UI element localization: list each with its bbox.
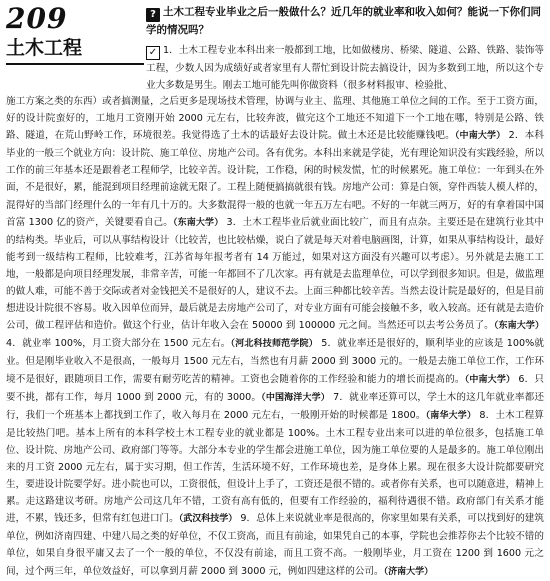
answer-source: （济南大学）	[383, 566, 434, 577]
check-icon: ✓	[146, 46, 160, 60]
answer-body	[6, 93, 544, 581]
answer-source: （武汉科技学）	[178, 514, 238, 525]
question-text: 土木工程专业毕业之后一般做什么？近几年的就业率和收入如何？能说一下你们同学的情况吗？	[146, 6, 541, 36]
page-header	[6, 4, 146, 64]
answer-source: （南华大学）	[425, 410, 477, 421]
answer-text: 4．就业率 100%，月工资大部分在 1500 元左右。	[6, 338, 231, 350]
header-divider	[6, 63, 144, 65]
section-title: 土木工程	[6, 37, 83, 59]
answer-text: 施工方案之类的东西）或者搞测量，之后更多是现场技术管理，协调与业主、监理、其他施工单位之间的工作。至于工资方面，好的设计院蛮好的，工地月工资刚开始 2000 元左右，比较奔波，做完这个工地还不知道下一个工地在哪，特别是公路、铁路、隧道，在荒山野岭工作，环境很差。我觉得选了土木的话最好去设计院。做土木还是比较能赚钱吧。	[6, 96, 544, 142]
answer-source: （中南大学）	[454, 131, 506, 142]
answer-text: 3．土木工程毕业后就业面比较广，而且有点杂。主要还是在建筑行业其中的结构类。毕业后，可以从事结构设计（比较苦，也比较枯燥，说白了就是每天对着电脑画图，计算，如果从事结构设计，最好能考到一级结构工程师，比较难考，江苏省每年报考者有 14 万能过，如果对这方面没有兴趣可以考虑）。另外就是去施工工地，一般都是向项目经理发展，非常辛苦，可能一年都回不了几次家。再有就是去监理单位，可以学到很多知识。但是，做监理的做人难，可能不善于交际或者对金钱把关不是很好的人，建议不去。上面三种都比较辛苦。当然去设计院是最好的，但是目前想进设计院很不容易。收入因单位而异，最后就是去房地产公司了，对专业方面有可能会接触不多，收入较高。还有就是去造价公司，做工程评估和造价。做这个行业，估计年收入会在 50000 到 100000 元之间。当然还可以去考公务员了。	[6, 216, 544, 332]
answer-source: （中南大学）	[464, 374, 516, 385]
question-icon: ?	[146, 8, 160, 22]
answer-source: （东南大学）	[493, 321, 544, 332]
answer-text: 2．本科毕业的一般三个就业方向：设计院、施工单位、房地产公司。各有优劣。本科出来就是学徒，光有理论知识没有实践经验，所以工作的前三年基本还是跟着老工程师学，比较辛苦。设计院，工作稳，闲的时候发慌，忙的时候累死。施工单位：一年到头在外面，不是很好，累，能混到项目经理前途就无限了。工程上随便搞搞就很有钱。房地产公司：算是白领，穿件西装人模人样的，混得好的当部门经理什么的一年有几十万的。大多数混得一般的也就一年五万左右吧。不好的一年就三两万，好的有拿着国中国首富 1300 亿的资产，关键要看自己。	[6, 130, 544, 228]
answer-text: 8．土木工程算是比较热门吧。基本上所有的本科学校土木工程专业的就业都是 100%。土木工程专业出来可以进的单位很多，包括施工单位、设计院、房地产公司、政府部门等等。大部分本专业的学生都会进施工单位，因为施工单位要的人是最多的。施工单位刚出来的月工资 2000 元左右，属于实习期，但工作苦，生活环境不好，工作环境也差，是身体上累。现在很多大设计院都要研究生，要进设计院要学好。进小院也可以，工资很低，但设计上手了，工资还是很不错的。或者你有关系，也可以随意进，精神上累。走这路建议考研。房地产公司这几年不错，工资有高有低的，但要有工作经验的，福利待遇很不错。政府部门有关系才能进，不累，钱还多，但常有红包进口门。	[6, 409, 544, 525]
page-number: 209	[6, 2, 68, 35]
answer-text: 9．总体上来说就业率是很高的，你家里如果有关系，可以找到好的建筑单位，例如济南四建、中建八局之类的好单位，不仅工资高，而且有前途，如果凭自己的本事，学院也会推荐你去个比较不错的单位，如果自身很平庸又去了一个一般的单位，不仅没有前途，而且工资不高。一般刚毕业，月工资在 1200 到 1600 元之间，过个两三年，单位效益好，可以拿到月薪 2000 到 3000 元，例如四建这样的公司。	[6, 513, 544, 577]
answer-source: （河北科技师范学院）	[230, 339, 318, 350]
answer-source: （东南大学）	[173, 217, 224, 228]
answer-text: 5．就业率还是很好的，顺利毕业的应该是 100%就业。但是刚毕业收入不是很高，一般每月 1500 元左右，当然也有月薪 2000 到 3000 元的。一般是去施工单位工作，工作环境不是很好，跟随项目工作，需要有耐劳吃苦的精神。工资也会随着你的工作经验和能力的增长而提高的。	[6, 338, 544, 385]
answer-text: 7．就业率还算可以，学土木的这几年就业率都还行，我们一个班基本上都找到工作了，收入每月在 2000 元左右，一般刚开始的时候都是 1800。	[6, 391, 544, 421]
answer-text: 6．只要不挑，都有工作，每月 1000 到 2000 元，有的 3000。	[6, 373, 544, 403]
answer-lead-text: 1．土木工程专业本科出来一般都到工地，比如做楼房、桥梁、隧道、公路、铁路、装饰等工程，少数人因为成绩好或者家里有人帮忙到设计院去搞设计，因为多数到工地，所以这个专业大多数是男生。刚去工地可能先叫你做资料（很多材料报审、检验批、	[146, 45, 544, 91]
answer-source: （中国海洋大学）	[261, 392, 330, 403]
question-block	[146, 4, 544, 39]
answer-lead	[146, 42, 544, 94]
